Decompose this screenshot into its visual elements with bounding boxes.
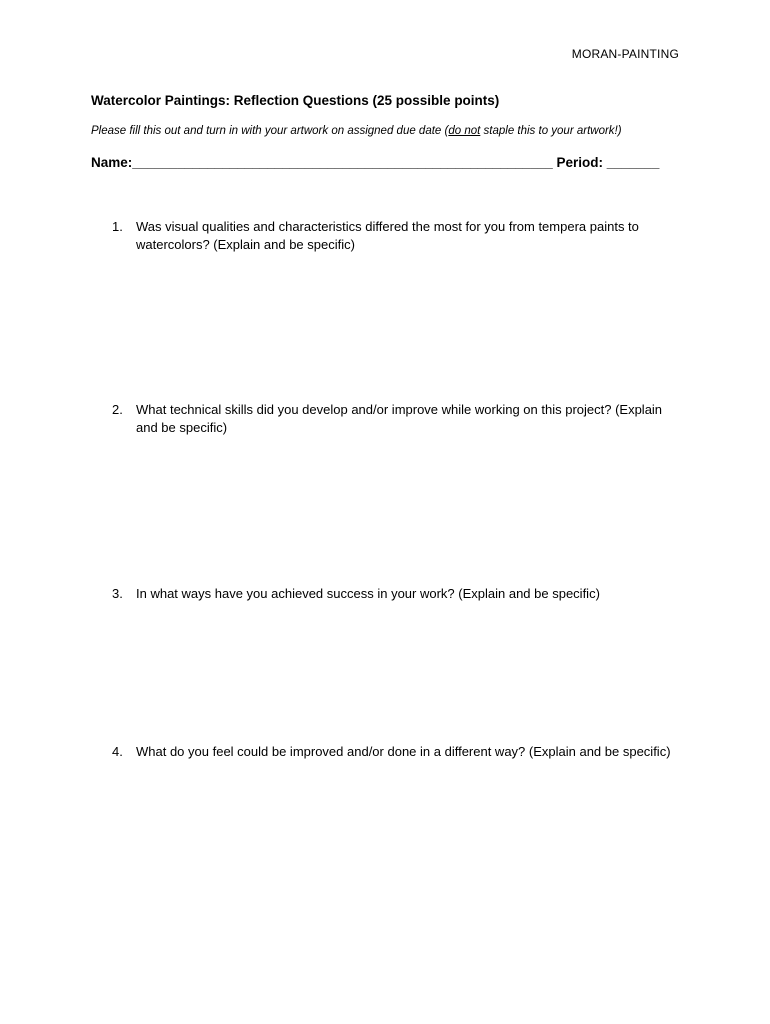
question-3 xyxy=(112,585,682,603)
period-label: Period: xyxy=(556,155,603,170)
name-label: Name: xyxy=(91,155,133,170)
instructions-before: Please fill this out and turn in with your artwork on assigned due date ( xyxy=(91,125,449,137)
question-number: 2. xyxy=(112,402,123,417)
question-number: 3. xyxy=(112,586,123,601)
name-field[interactable]: ________________________________________________________ xyxy=(132,155,553,170)
question-text: What technical skills did you develop and/or improve while working on this project? (Explain and be specific) xyxy=(136,402,663,435)
name-period-line xyxy=(91,155,659,170)
question-text: In what ways have you achieved success in your work? (Explain and be specific) xyxy=(136,586,600,601)
course-tag: MORAN-PAINTING xyxy=(571,47,679,61)
question-number: 1. xyxy=(112,219,123,234)
instructions xyxy=(91,125,622,137)
question-2 xyxy=(112,401,682,437)
question-number: 4. xyxy=(112,744,123,759)
worksheet-title: Watercolor Paintings: Reflection Questions (25 possible points) xyxy=(91,93,500,108)
question-4 xyxy=(112,743,682,761)
question-1 xyxy=(112,218,682,254)
question-text: What do you feel could be improved and/or done in a different way? (Explain and be specific) xyxy=(136,744,671,759)
period-field[interactable]: _______ xyxy=(606,155,660,170)
question-text: Was visual qualities and characteristics differed the most for you from tempera paints to watercolors? (Explain and be specific) xyxy=(136,219,639,252)
instructions-after: staple this to your artwork!) xyxy=(480,125,622,137)
instructions-emphasis: do not xyxy=(448,125,481,137)
